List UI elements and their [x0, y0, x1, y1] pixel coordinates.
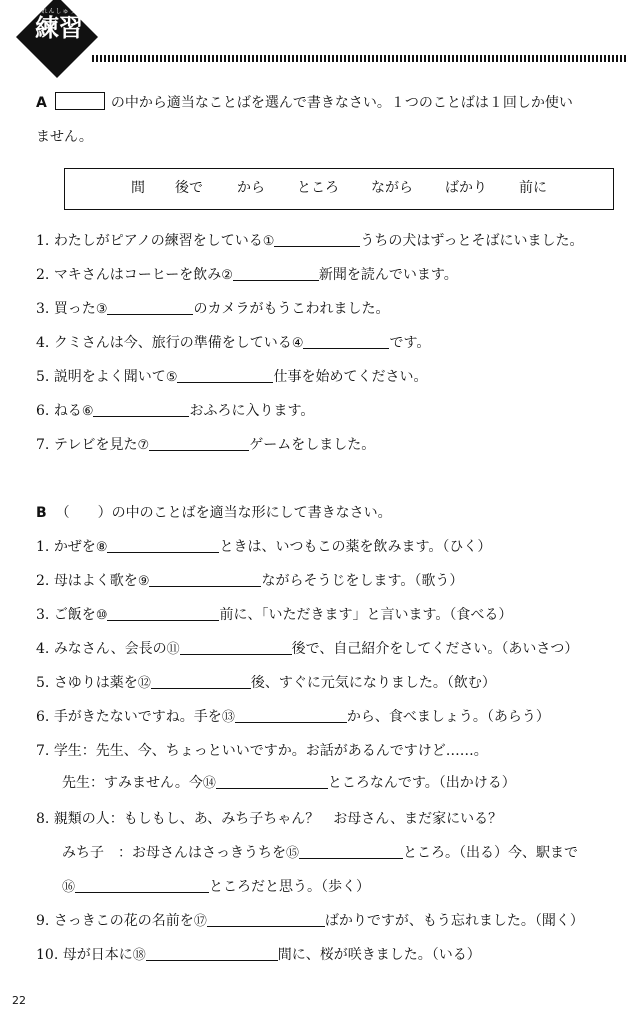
item-number: 3. [36, 301, 50, 317]
list-item [36, 810, 502, 828]
paren-sample: （ ） [55, 505, 112, 521]
item-number: 1. [36, 539, 50, 555]
section-b-instruction-text: の中のことばを適当な形にして書きなさい。 [111, 505, 392, 521]
word-choice: 間 [131, 180, 145, 196]
item-text: ところ。（出る）今、駅まで [403, 845, 579, 861]
word-choice: ばかり [445, 180, 487, 196]
word-choice: ところ [297, 180, 339, 196]
list-item [36, 538, 491, 557]
list-item [36, 742, 488, 760]
list-item [36, 266, 458, 285]
item-number: 7. [36, 437, 50, 453]
item-text: 新聞を読んでいます。 [318, 267, 458, 283]
item-text: 説明をよく聞いて [53, 369, 166, 385]
blank-number: ⑮ [286, 846, 300, 861]
section-a-label: A [36, 95, 47, 111]
answer-blank[interactable] [146, 946, 278, 961]
item-number: 9. [36, 913, 50, 929]
item-number: 2. [36, 573, 50, 589]
blank-number: ⑱ [132, 948, 146, 963]
blank-number: ⑪ [166, 642, 180, 657]
blank-number: ⑨ [137, 574, 150, 589]
item-text: です。 [389, 335, 431, 351]
list-item [36, 674, 496, 693]
answer-blank[interactable] [235, 708, 347, 723]
answer-blank[interactable] [75, 878, 209, 893]
item-text: ばかりですが、もう忘れました。（聞く） [324, 913, 584, 929]
list-item [36, 912, 584, 931]
list-item-continuation [62, 844, 578, 863]
answer-box-sample [55, 92, 105, 110]
section-header [0, 0, 640, 80]
item-text: 後、すぐに元気になりました。（飲む） [250, 675, 496, 691]
blank-number: ⑥ [81, 404, 94, 419]
word-choice: ながら [371, 180, 413, 196]
item-number: 8. [36, 811, 50, 827]
answer-blank[interactable] [107, 538, 219, 553]
item-text: から、食べましょう。（あらう） [346, 709, 550, 725]
section-b-instruction [36, 504, 392, 522]
blank-number: ⑧ [95, 540, 108, 555]
blank-number: ⑬ [221, 710, 235, 725]
answer-blank[interactable] [207, 912, 325, 927]
item-text: みち子 ：お母さんはさっきうちを [62, 845, 286, 861]
blank-number: ⑤ [165, 370, 178, 385]
answer-blank[interactable] [299, 844, 403, 859]
answer-blank[interactable] [177, 368, 273, 383]
item-text: 前に、「いただきます」と言います。（食べる） [219, 607, 513, 623]
item-text: おふろに入ります。 [189, 403, 315, 419]
item-number: 6. [36, 709, 50, 725]
word-choice: 前に [519, 180, 547, 196]
list-item [36, 606, 512, 625]
blank-number: ⑫ [137, 676, 151, 691]
item-number: 2. [36, 267, 50, 283]
item-text: 学生：先生、今、ちょっといいですか。お話があるんですけど……。 [53, 743, 488, 759]
blank-number: ⑦ [137, 438, 150, 453]
list-item [36, 232, 584, 251]
answer-blank[interactable] [274, 232, 360, 247]
item-text: のカメラがもうこわれました。 [193, 301, 390, 317]
item-text: ながらそうじをします。（歌う） [261, 573, 464, 589]
item-text: 後で、自己紹介をしてください。（あいさつ） [291, 641, 579, 657]
item-text: ねる [53, 403, 82, 419]
item-text: 買った [53, 301, 96, 317]
blank-number: ⑯ [62, 880, 76, 895]
item-text: 手がきたないですね。手を [53, 709, 222, 725]
item-number: 3. [36, 607, 50, 623]
page-number: 22 [12, 994, 26, 1007]
item-text: さゆりは薬を [53, 675, 138, 691]
list-item [36, 436, 375, 455]
item-number: 10. [36, 947, 59, 963]
section-b-label: B [36, 505, 47, 521]
answer-blank[interactable] [107, 606, 219, 621]
answer-blank[interactable] [180, 640, 292, 655]
item-number: 5. [36, 369, 50, 385]
list-item [36, 946, 481, 965]
header-title: 練習 [35, 14, 83, 42]
item-text: さっきこの花の名前を [53, 913, 194, 929]
answer-blank[interactable] [93, 402, 189, 417]
blank-number: ③ [95, 302, 108, 317]
section-a-instruction [36, 92, 573, 112]
word-choice-box [64, 168, 614, 210]
item-text: テレビを見た [53, 437, 138, 453]
item-text: 仕事を始めてください。 [273, 369, 428, 385]
list-item-continuation [62, 878, 370, 897]
item-text: 母はよく歌を [53, 573, 138, 589]
item-text: クミさんは今、旅行の準備をしている [53, 335, 292, 351]
answer-blank[interactable] [107, 300, 193, 315]
item-text: 母が日本に [62, 947, 133, 963]
list-item [36, 300, 389, 319]
blank-number: ⑩ [95, 608, 108, 623]
list-item-continuation [62, 774, 516, 793]
header-dotted-rule [92, 55, 626, 62]
item-text: ところだと思う。（歩く） [209, 879, 371, 895]
section-a-instruction-cont: ません。 [36, 129, 93, 145]
section-a-instruction-text: の中から適当なことばを選んで書きなさい。１つのことばは１回しか使い [110, 95, 573, 111]
item-text: ときは、いつもこの薬を飲みます。（ひく） [219, 539, 492, 555]
word-choice: 後で [175, 180, 203, 196]
item-number: 7. [36, 743, 50, 759]
item-text: 親類の人：もしもし、あ、みち子ちゃん？ お母さん、まだ家にいる？ [53, 811, 503, 827]
item-text: うちの犬はずっとそばにいました。 [360, 233, 584, 249]
list-item [36, 334, 430, 353]
item-text: ご飯を [53, 607, 96, 623]
item-text: 間に、桜が咲きました。（いる） [277, 947, 481, 963]
item-text: わたしがピアノの練習をしている [53, 233, 263, 249]
header-ruby: れんしゅう [41, 8, 77, 15]
list-item [36, 402, 314, 421]
item-text: みなさん、会長の [53, 641, 167, 657]
list-item [36, 368, 427, 387]
list-item [36, 572, 463, 591]
blank-number: ⑰ [193, 914, 207, 929]
blank-number: ④ [291, 336, 304, 351]
answer-blank[interactable] [149, 572, 261, 587]
item-number: 6. [36, 403, 50, 419]
item-number: 4. [36, 335, 50, 351]
item-number: 5. [36, 675, 50, 691]
answer-blank[interactable] [151, 674, 251, 689]
item-number: 4. [36, 641, 50, 657]
answer-blank[interactable] [216, 774, 328, 789]
blank-number: ① [262, 234, 275, 249]
word-choice: から [237, 180, 265, 196]
answer-blank[interactable] [303, 334, 389, 349]
item-text: マキさんはコーヒーを飲み [53, 267, 222, 283]
item-text: ところなんです。（出かける） [327, 775, 516, 791]
answer-blank[interactable] [233, 266, 319, 281]
answer-blank[interactable] [149, 436, 249, 451]
list-item [36, 640, 578, 659]
item-number: 1. [36, 233, 50, 249]
blank-number: ② [221, 268, 233, 283]
item-text: ゲームをしました。 [249, 437, 376, 453]
item-text: 先生：すみません。今 [62, 775, 203, 791]
blank-number: ⑭ [202, 776, 216, 791]
list-item [36, 708, 550, 727]
item-text: かぜを [53, 539, 96, 555]
